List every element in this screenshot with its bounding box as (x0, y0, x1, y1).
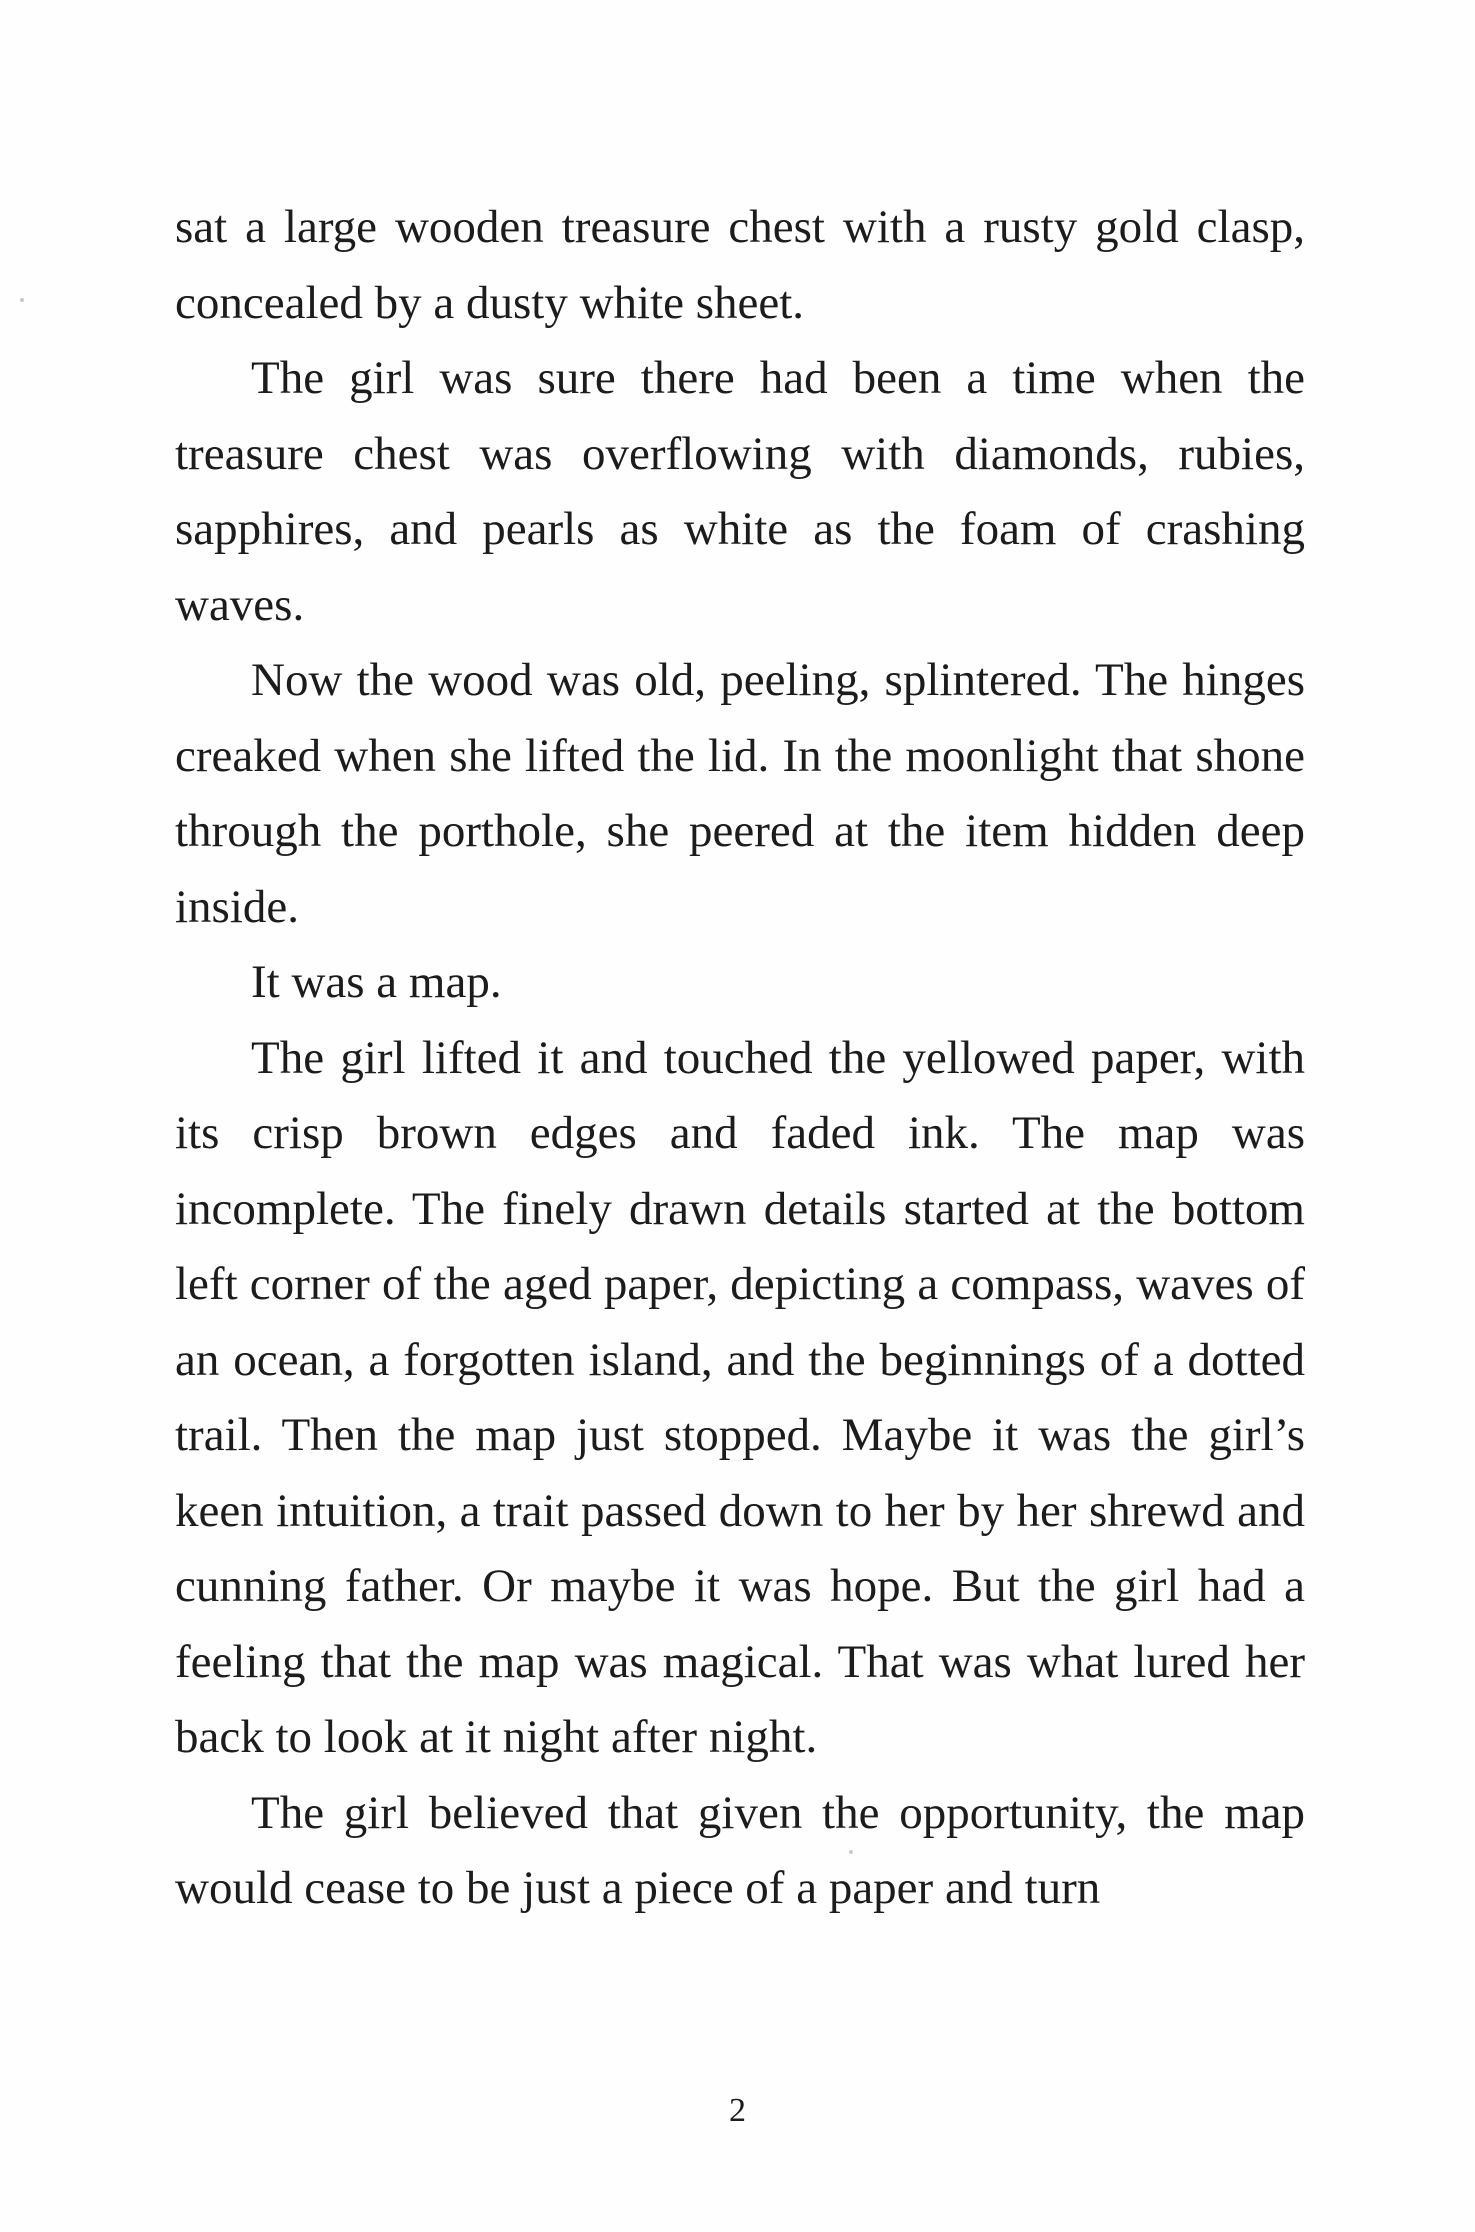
paragraph-2: The girl was sure there had been a time when the treasure chest was overflowing with diamonds, rubies, sapphires, and pearls as white as the foam of crashing waves. (175, 352, 1305, 631)
scan-speck (20, 298, 24, 302)
paragraph-1: sat a large wooden treasure chest with a rusty gold clasp, concealed by a dusty white sheet. (175, 201, 1305, 329)
scan-speck (849, 1850, 853, 1854)
paragraph-4: It was a map. (251, 956, 502, 1008)
body-text (175, 190, 1305, 1927)
paragraph-6: The girl believed that given the opportunity, the map would cease to be just a piece of a paper and turn (175, 1786, 1305, 1914)
paragraph-5: The girl lifted it and touched the yellowed paper, with its crisp brown edges and faded ink. The map was incomplete. The finely drawn details started at the bottom left corner of the aged paper, depicting a compass, waves of an ocean, a forgotten island, and the beginnings of a dotted trail. Then the map just stopped. Maybe it was the girl’s keen intuition, a trait passed down to her by her shrewd and cunning father. Or maybe it was hope. But the girl had a feeling that the map was magical. That was what lured her back to look at it night after night. (175, 1031, 1305, 1763)
page-number: 2 (729, 2092, 746, 2129)
paragraph-3: Now the wood was old, peeling, splintered. The hinges creaked when she lifted the lid. In the moonlight that shone through the porthole, she peered at the item hidden deep inside. (175, 654, 1305, 933)
